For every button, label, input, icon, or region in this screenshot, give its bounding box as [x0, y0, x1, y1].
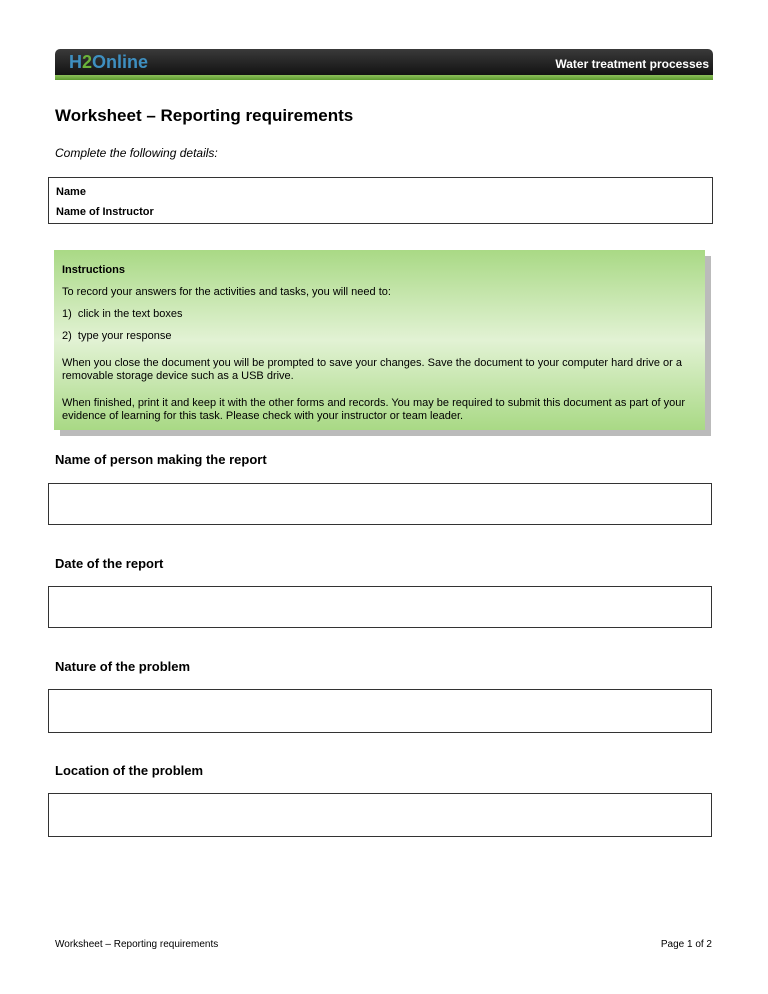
- details-box[interactable]: [48, 177, 713, 224]
- logo: H2Online: [69, 52, 149, 72]
- location-input[interactable]: [48, 793, 712, 837]
- page-number: Page 1 of 2: [660, 939, 712, 950]
- section-heading-nature: Nature of the problem: [55, 659, 191, 674]
- nature-input[interactable]: [48, 689, 712, 733]
- instructions-intro: To record your answers for the activities and tasks, you will need to:: [62, 286, 391, 298]
- page-title: Worksheet – Reporting requirements: [55, 106, 354, 125]
- section-heading-person: Name of person making the report: [55, 452, 267, 467]
- banner-title: Water treatment processes: [555, 57, 709, 71]
- section-heading-date: Date of the report: [55, 556, 164, 571]
- instructions-box: [54, 250, 705, 430]
- instructions-save: When you close the document you will be prompted to save your changes. Save the document to your computer hard drive or a removable storage device such as a USB drive.: [62, 357, 683, 382]
- footer-title: Worksheet – Reporting requirements: [55, 939, 219, 950]
- step-1: 1) click in the text boxes: [62, 308, 183, 320]
- subtitle: Complete the following details:: [55, 146, 218, 160]
- instructions-print: When finished, print it and keep it with the other forms and records. You may be required to submit this document as part of your evidence of learning for this task. Please check with your instructor or team leader.: [62, 397, 686, 422]
- section-heading-location: Location of the problem: [55, 763, 204, 778]
- name-label: Name: [56, 186, 86, 198]
- instructor-label: Name of Instructor: [56, 206, 154, 218]
- step-2: 2) type your response: [62, 330, 172, 342]
- banner-divider: [55, 75, 713, 80]
- header-banner: [55, 49, 713, 76]
- person-input[interactable]: [48, 483, 712, 525]
- instructions-heading: Instructions: [62, 264, 125, 276]
- date-input[interactable]: [48, 586, 712, 628]
